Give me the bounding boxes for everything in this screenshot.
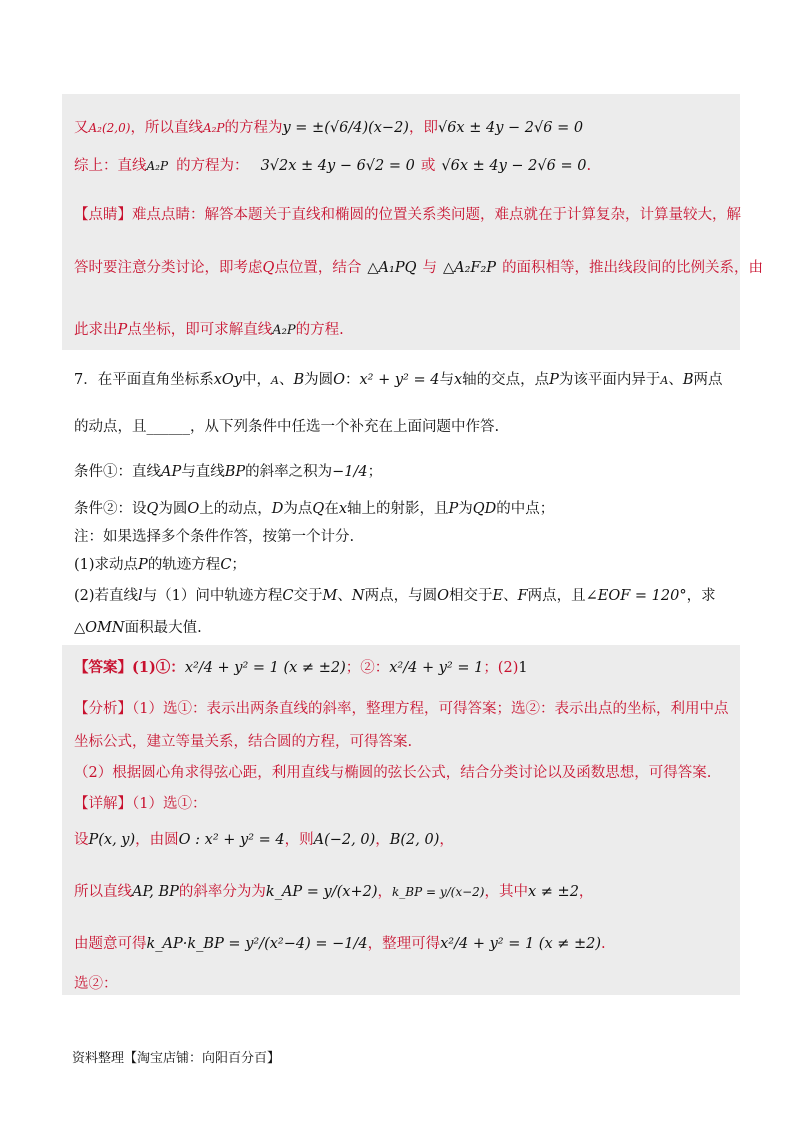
detail-line-3: 由题意可得k_AP·k_BP = y²/(x²−4) = −1/4，整理可得x²/4 + y² = 1 (x ≠ ±2). [74,936,606,952]
analysis-line-1: 【分析】（1）选①：表示出两条直线的斜率，整理方程，可得答案；选②：表示出点的坐标，利用中点 [74,701,729,717]
condition-1: 条件①：直线AP与直线BP的斜率之积为−1/4； [74,464,383,480]
solution-line-2: 综上：直线A₂P 的方程为： 3√2x ± 4y − 6√2 = 0 或 √6x ± 4y − 2√6 = 0. [74,158,592,174]
analysis-line-2: 坐标公式，建立等量关系，结合圆的方程，可得答案. [74,734,413,750]
page-footer: 资料整理【淘宝店铺：向阳百分百】 [72,1051,281,1066]
problem-line-2: 的动点，且______，从下列条件中任选一个补充在上面问题中作答. [74,419,500,435]
solution-line-1: 又A₂(2,0)，所以直线A₂P的方程为y = ±(√6/4)(x−2)，即√6x ± 4y − 2√6 = 0 [74,120,584,136]
tip-line-2: 答时要注意分类讨论，即考虑Q点位置，结合 △A₁PQ 与 △A₂F₂P 的面积相等，推出线段间的比例关系，由 [74,260,764,276]
detail-line-1: 设P(x, y)，由圆O : x² + y² = 4，则A(−2, 0)，B(2, 0)， [74,832,454,848]
question-1: (1)求动点P的轨迹方程C； [74,557,246,573]
tip-line-3: 此求出P点坐标，即可求解直线A₂P的方程. [74,322,344,338]
problem-line-1: 7．在平面直角坐标系xOy中，A、B为圆O：x² + y² = 4与x轴的交点，点P为该平面内异于A、B两点 [74,372,723,388]
note-line: 注：如果选择多个条件作答，按第一个计分. [74,529,355,545]
question-2-line-1: (2)若直线l与（1）问中轨迹方程C交于M、N两点，与圆O相交于E、F两点，且∠EOF = 120°，求 [74,588,716,604]
detail-line-4: 选②： [74,976,118,992]
tip-line-1: 【点睛】难点点睛：解答本题关于直线和椭圆的位置关系类问题，难点就在于计算复杂，计算量较大，解 [74,207,741,223]
detail-line-2: 所以直线AP, BP的斜率分为为k_AP = y/(x+2)，k_BP = y/(x−2)，其中x ≠ ±2， [74,884,594,900]
analysis-line-3: （2）根据圆心角求得弦心距，利用直线与椭圆的弦长公式，结合分类讨论以及函数思想，可得答案. [74,765,712,781]
detail-heading: 【详解】（1）选①： [74,796,207,812]
answer-line: 【答案】(1)①：x²/4 + y² = 1 (x ≠ ±2)；②：x²/4 + y² = 1；(2)1 [74,659,528,676]
condition-2: 条件②：设Q为圆O上的动点，D为点Q在x轴上的射影，且P为QD的中点； [74,501,555,517]
question-2-line-2: △OMN面积最大值. [74,620,202,636]
